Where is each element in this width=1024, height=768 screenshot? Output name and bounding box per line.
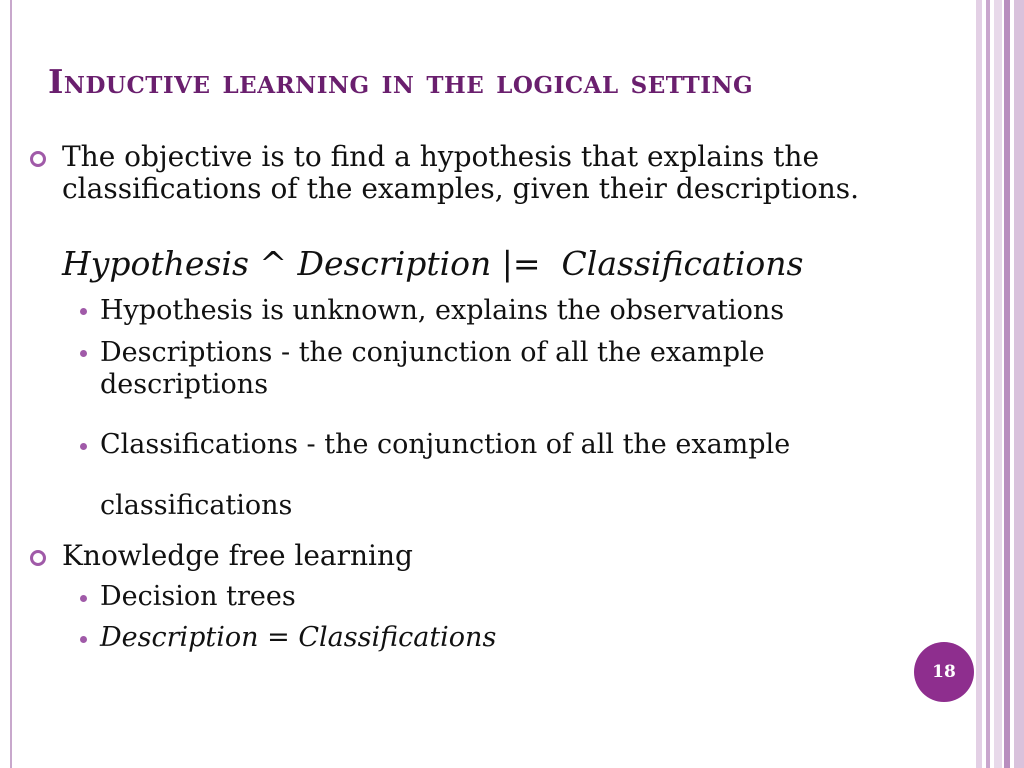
bullet-knowledge-free: Knowledge free learning — [62, 539, 413, 572]
ring-bullet-icon — [30, 151, 46, 167]
dot-bullet-icon — [80, 443, 87, 450]
sub-bullet-classifications-continued: classifications — [100, 490, 293, 521]
left-border-line — [10, 0, 12, 768]
page-number-badge: 18 — [914, 642, 974, 702]
sub-bullet-descriptions: Descriptions - the conjunction of all the example descriptions — [100, 337, 765, 400]
right-decorative-stripes — [976, 0, 1024, 768]
bullet-objective: The objective is to find a hypothesis that explains the classifications of the examples, given their descriptions. — [62, 140, 860, 205]
dot-bullet-icon — [80, 350, 87, 357]
sub-bullet-classifications: Classifications - the conjunction of all the example — [100, 429, 791, 460]
sub-bullet-description-equals: Description = Classifications — [100, 622, 497, 653]
sub-bullet-decision-trees: Decision trees — [100, 581, 296, 612]
entailment-formula: Hypothesis ^ Description |= Classifications — [62, 244, 804, 283]
dot-bullet-icon — [80, 308, 87, 315]
dot-bullet-icon — [80, 636, 87, 643]
sub-bullet-hypothesis: Hypothesis is unknown, explains the observations — [100, 295, 785, 326]
slide-title: Inductive learning in the logical setting — [48, 62, 754, 101]
dot-bullet-icon — [80, 595, 87, 602]
ring-bullet-icon — [30, 550, 46, 566]
